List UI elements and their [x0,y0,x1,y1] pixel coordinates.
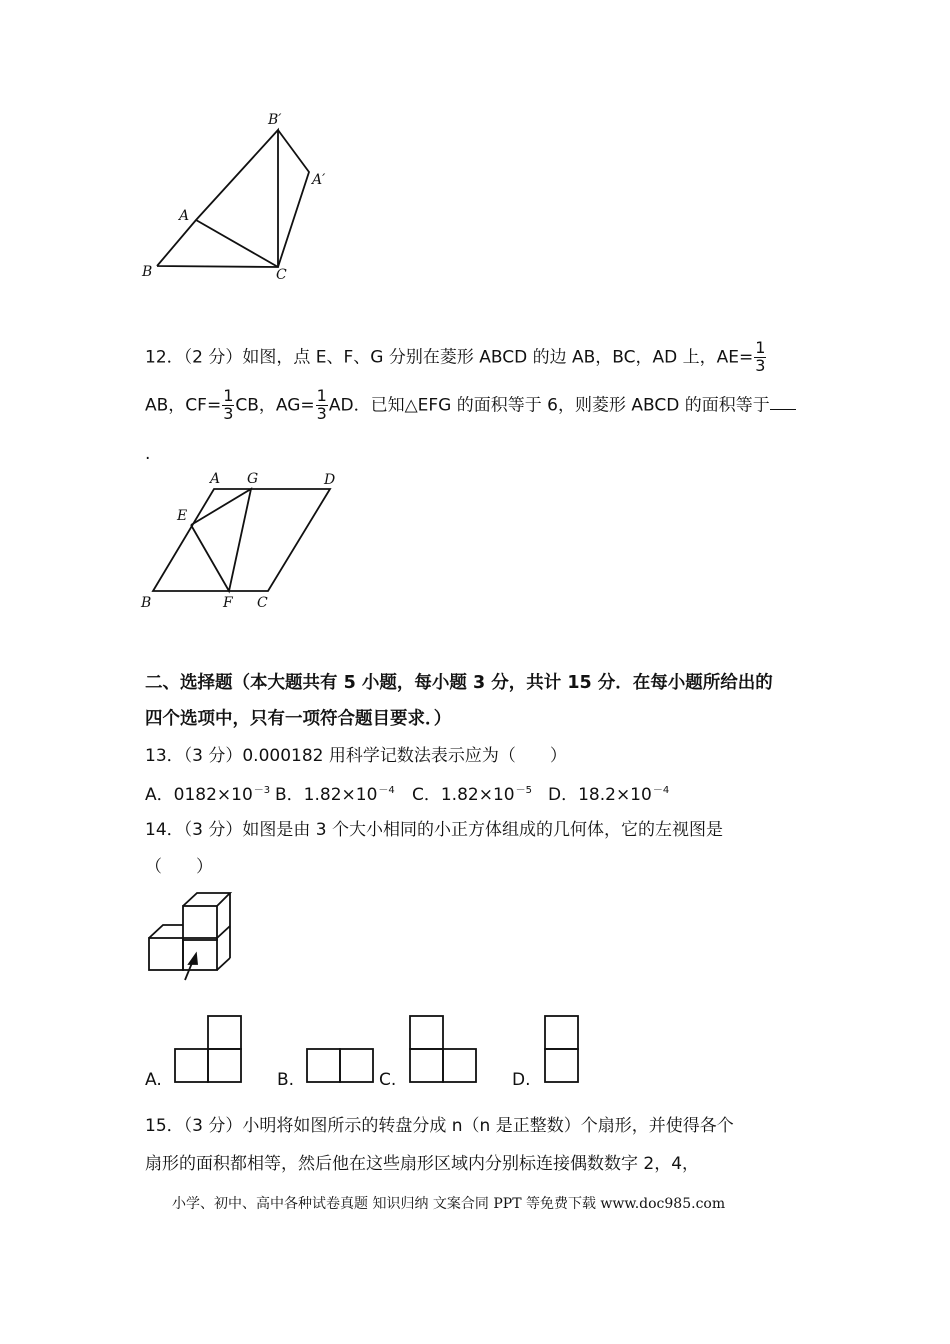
fig11-label-b: B [142,264,153,280]
q12-line2-part1: AB，CF= [145,395,222,416]
fig11-label-c: C [276,267,287,283]
q13-option-b-text: B．1.82×10 [275,785,378,805]
q14-option-a-label[interactable]: A. [145,1070,162,1090]
q14-option-c-label[interactable]: C. [379,1070,397,1090]
q14-option-d-label[interactable]: D. [512,1070,531,1090]
q12-frac3-num: 1 [316,386,327,405]
fig11-label-a: A [179,208,190,224]
q13-option-c-exp: －5 [515,785,532,796]
fig12-label-a: A [210,471,221,487]
fig11-label-b-prime: B′ [268,112,282,128]
q12-frac1-num: 1 [755,338,766,357]
q14-stem-line1: 14．（3 分）如图是由 3 个大小相同的小正方体组成的几何体，它的左视图是 [145,820,723,840]
q13-option-d-text: D．18.2×10 [548,785,652,805]
q13-stem: 13．（3 分）0.000182 用科学记数法表示应为（ ） [145,746,567,766]
q12-line1-text: 12．（2 分）如图，点 E、F、G 分别在菱形 ABCD 的边 AB，BC，AD 上，AE= [145,347,754,368]
fig12-label-f: F [223,595,233,611]
q14-option-b-label[interactable]: B. [277,1070,295,1090]
q12-frac1-den: 3 [755,355,766,375]
q12-line3: . [145,444,151,464]
q12-frac2-num: 1 [223,386,234,405]
q15-line2: 扇形的面积都相等，然后他在这些扇形区域内分别标连接偶数数字 2，4， [145,1154,700,1174]
q13-option-a-text: A．0182×10 [145,785,253,805]
section2-title-line1: 二、选择题（本大题共有 5 小题，每小题 3 分，共计 15 分．在每小题所给出的 [145,673,773,693]
q13-option-a-exp: －3 [253,785,271,796]
fig12-label-e: E [177,508,188,524]
fig12-label-g: G [247,471,259,487]
opt-d-cell-1 [545,1016,578,1049]
q13-option-b-exp: －4 [378,785,395,796]
q13-option-c-text: C．1.82×10 [412,785,515,805]
fig11-label-a-prime: A′ [312,172,326,188]
q12-line2-part3: AD．已知△EFG 的面积等于 6，则菱形 ABCD 的面积等于 [328,395,770,416]
q12-frac2-den: 3 [223,403,234,423]
page-footer: 小学、初中、高中各种试卷真题 知识归纳 文案合同 PPT 等免费下载 www.doc985.com [172,1196,726,1212]
q14-stem-line2: （ ） [145,857,213,877]
fig12-label-b: B [141,595,152,611]
q12-line2-part2: CB，AG= [235,395,315,416]
fig12-label-c: C [257,595,268,611]
opt-d-cell-2 [545,1049,578,1082]
section2-title-line2: 四个选项中，只有一项符合题目要求．） [145,709,452,729]
fig12-label-d: D [324,472,336,488]
q13-option-d-exp: －4 [652,785,670,796]
q12-frac3-den: 3 [316,403,327,423]
q15-line1: 15．（3 分）小明将如图所示的转盘分成 n（n 是正整数）个扇形，并使得各个 [145,1116,734,1136]
